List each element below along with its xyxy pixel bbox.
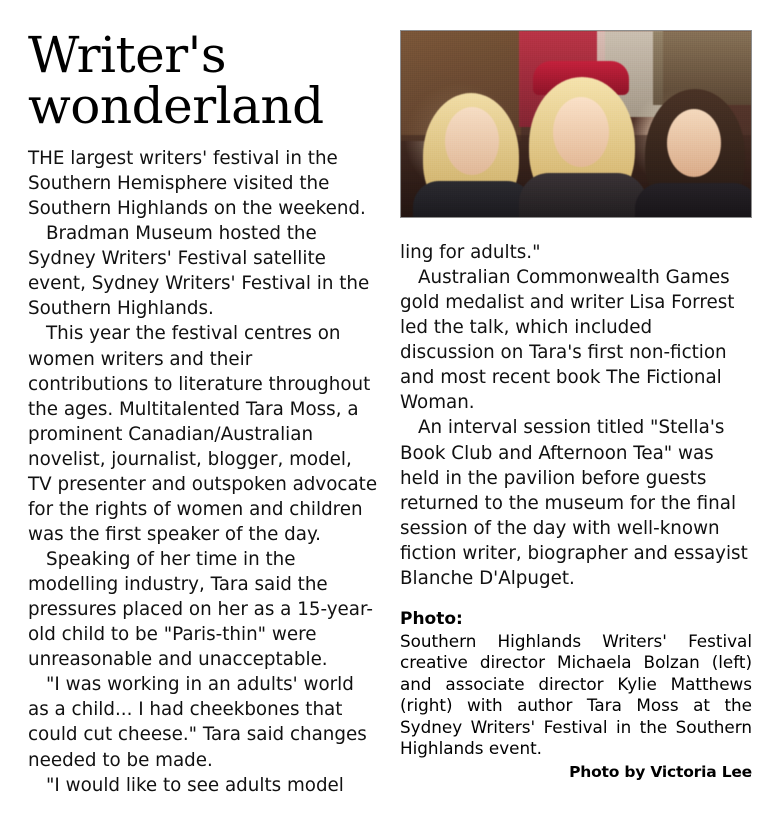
paragraph-8: An interval session titled "Stella's Book Club and Afternoon Tea" was held in the pavilion before guests returned to the museum for the final session of the day with well-known fiction writer, biographer and essayist Blanche D'Alpuget. bbox=[400, 417, 748, 589]
headline-line-2: wonderland bbox=[28, 77, 324, 135]
photo-label: Photo: bbox=[400, 608, 463, 629]
photo-caption: Southern Highlands Writers' Festival creative director Michaela Bolzan (left) and associate director Kylie Matthews (right) with author Tara Moss at the Sydney Writers' Festival in the Southern Highlands event. bbox=[400, 630, 752, 759]
paragraph-4: Speaking of her time in the modelling industry, Tara said the pressures placed on her as a 15-year-old child to be "Paris-thin" were unreasonable and unacceptable. bbox=[28, 549, 373, 671]
right-column bbox=[400, 30, 752, 781]
paragraph-5: "I was working in an adults' world as a child... I had cheekbones that could cut cheese." Tara said changes needed to be made. bbox=[28, 674, 367, 771]
paragraph-7: Australian Commonwealth Games gold medalist and writer Lisa Forrest led the talk, which included discussion on Tara's first non-fiction and most recent book The Fictional Woman. bbox=[400, 267, 735, 414]
paragraph-lead: THE largest writers' festival in the Southern Hemisphere visited the Southern Highlands on the weekend. bbox=[28, 148, 366, 220]
page-title bbox=[28, 26, 378, 135]
paragraph-2: Bradman Museum hosted the Sydney Writers' Festival satellite event, Sydney Writers' Festival in the Southern Highlands. bbox=[28, 223, 370, 320]
left-column bbox=[28, 26, 378, 798]
paragraph-continuation: ling for adults." bbox=[400, 242, 541, 263]
paragraph-3: This year the festival centres on women writers and their contributions to literature throughout the ages. Multitalented Tara Moss, a prominent Canadian/Australian novelist, journalist, blogger, model, TV presenter and outspoken advocate for the rights of women and children was the first speaker of the day. bbox=[28, 323, 378, 545]
photo-credit: Photo by Victoria Lee bbox=[569, 762, 752, 781]
right-body-text bbox=[400, 240, 752, 591]
headline-line-1: Writer's bbox=[28, 26, 227, 84]
paragraph-6: "I would like to see adults model bbox=[46, 774, 344, 796]
left-body-text bbox=[28, 146, 378, 798]
photo-grain-overlay bbox=[401, 31, 751, 217]
article-photo bbox=[400, 30, 752, 218]
